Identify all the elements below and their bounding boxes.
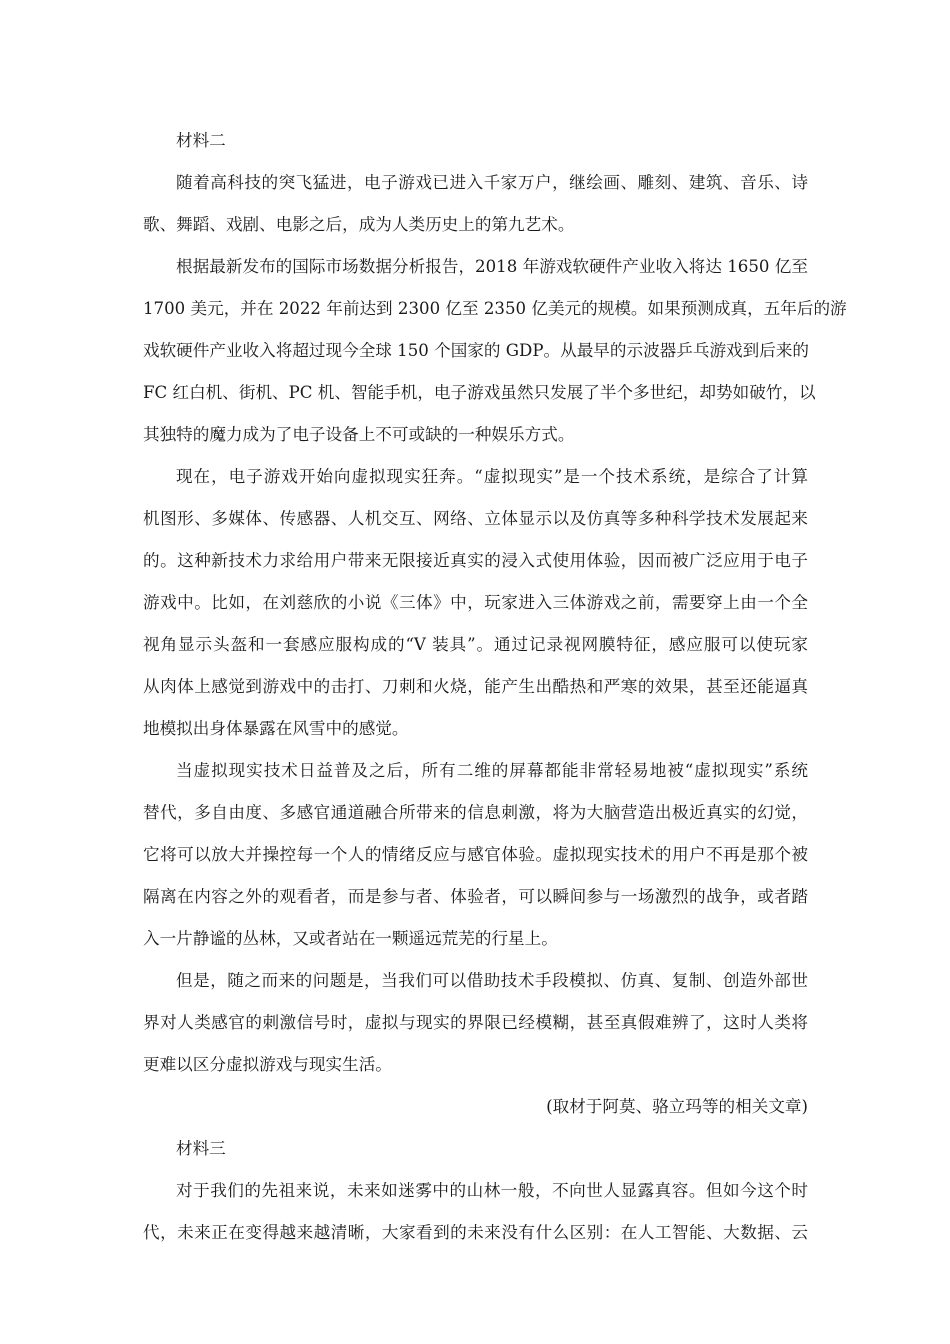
text-line: 但是，随之而来的问题是，当我们可以借助技术手段模拟、仿真、复制、创造外部世	[176, 971, 808, 990]
text-line: 其独特的魔力成为了电子设备上不可或缺的一种娱乐方式。	[143, 425, 575, 444]
text-line: 根据最新发布的国际市场数据分析报告，2018 年游戏软硬件产业收入将达 1650 亿至	[176, 257, 808, 276]
paragraph-2	[143, 246, 847, 456]
paragraph-5	[143, 960, 808, 1086]
text-line: 更难以区分虚拟游戏与现实生活。	[143, 1055, 392, 1074]
material-2-heading: 材料二	[176, 131, 226, 150]
paragraph-3	[143, 456, 808, 750]
paragraph-6	[143, 1170, 808, 1254]
text-line: 对于我们的先祖来说，未来如迷雾中的山林一般，不向世人显露真容。但如今这个时	[176, 1181, 808, 1200]
text-line: 机图形、多媒体、传感器、人机交互、网络、立体显示以及仿真等多种科学技术发展起来	[143, 509, 808, 528]
text-line: 的。这种新技术力求给用户带来无限接近真实的浸入式使用体验，因而被广泛应用于电子	[143, 551, 808, 570]
material-3-heading: 材料三	[176, 1139, 226, 1158]
text-line: 隔离在内容之外的观看者，而是参与者、体验者，可以瞬间参与一场激烈的战争，或者踏	[143, 887, 808, 906]
text-line: 入一片静谧的丛林，又或者站在一颗遥远荒芜的行星上。	[143, 929, 558, 948]
text-line: 它将可以放大并操控每一个人的情绪反应与感官体验。虚拟现实技术的用户不再是那个被	[143, 845, 808, 864]
text-line: 替代，多自由度、多感官通道融合所带来的信息刺激，将为大脑营造出极近真实的幻觉，	[143, 803, 808, 822]
text-line: 1700 美元，并在 2022 年前达到 2300 亿至 2350 亿美元的规模。如果预测成真，五年后的游	[143, 299, 847, 318]
text-line: 视角显示头盔和一套感应服构成的“V 装具”。通过记录视网膜特征，感应服可以使玩家	[143, 635, 808, 654]
text-line: 从肉体上感觉到游戏中的击打、刀刺和火烧，能产生出酷热和严寒的效果，甚至还能逼真	[143, 677, 808, 696]
text-line: 代，未来正在变得越来越清晰，大家看到的未来没有什么区别：在人工智能、大数据、云	[143, 1223, 808, 1242]
text-line: 歌、舞蹈、戏剧、电影之后，成为人类历史上的第九艺术。	[143, 215, 575, 234]
text-line: FC 红白机、街机、PC 机、智能手机，电子游戏虽然只发展了半个多世纪，却势如破竹，以	[143, 383, 816, 402]
document-page	[143, 120, 847, 1254]
text-line: 戏软硬件产业收入将超过现今全球 150 个国家的 GDP。从最早的示波器乒乓游戏到后来的	[143, 341, 810, 360]
text-line: 地模拟出身体暴露在风雪中的感觉。	[143, 719, 409, 738]
paragraph-1	[143, 162, 808, 246]
text-line: 现在，电子游戏开始向虚拟现实狂奔。“虚拟现实”是一个技术系统，是综合了计算	[176, 467, 808, 486]
paragraph-4	[143, 750, 808, 960]
text-line: 随着高科技的突飞猛进，电子游戏已进入千家万户，继绘画、雕刻、建筑、音乐、诗	[176, 173, 808, 192]
text-line: 界对人类感官的刺激信号时，虚拟与现实的界限已经模糊，甚至真假难辨了，这时人类将	[143, 1013, 808, 1032]
text-line: 当虚拟现实技术日益普及之后，所有二维的屏幕都能非常轻易地被“虚拟现实”系统	[176, 761, 808, 780]
source-citation: (取材于阿莫、骆立玛等的相关文章)	[546, 1097, 808, 1116]
text-line: 游戏中。比如，在刘慈欣的小说《三体》中，玩家进入三体游戏之前，需要穿上由一个全	[143, 593, 808, 612]
